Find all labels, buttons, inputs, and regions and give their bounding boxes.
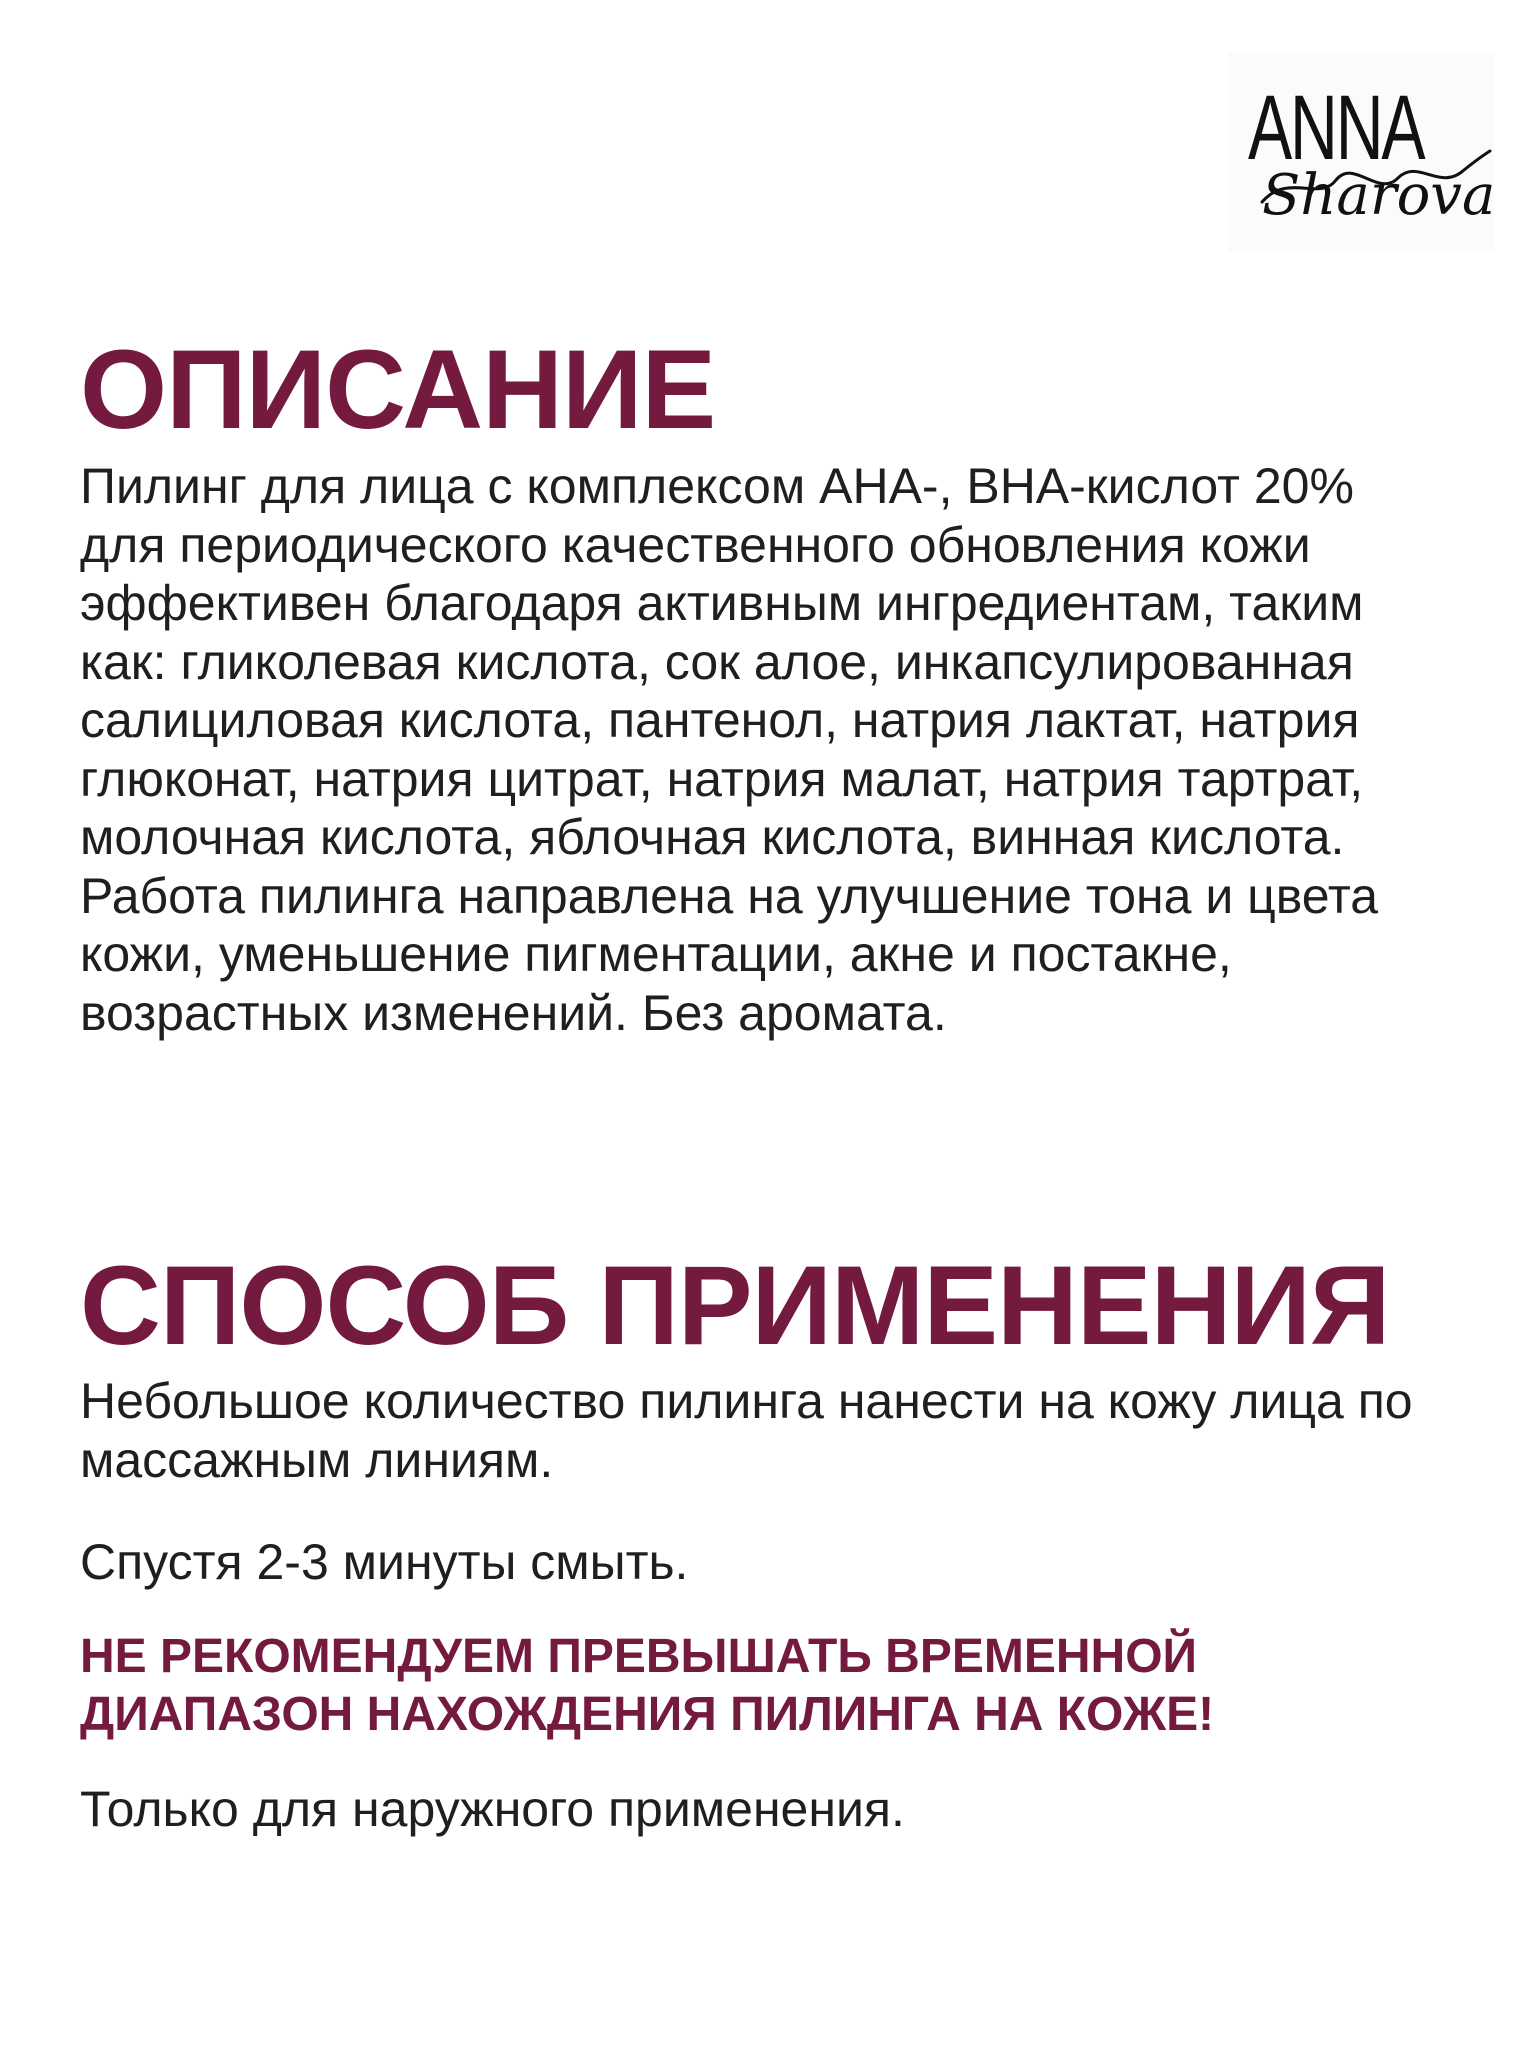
logo-brand-name: ANNA xyxy=(1248,77,1424,179)
description-text: Пилинг для лица с комплексом АНА-, ВНА-кислот 20% для периодического качественного обновления кожи эффективен благодаря активным ингредиентам, таким как: гликолевая кислота, сок алое, инкапсулированная салициловая кислота, пантенол, натрия лактат, натрия глюконат, натрия цитрат, натрия малат, натрия тартрат, молочная кислота, яблочная кислота, винная кислота. Работа пилинга направлена на улучшение тона и цвета кожи, уменьшение пигментации, акне и постакне, возрастных изменений. Без аромата. xyxy=(80,458,1379,1041)
application-warning: НЕ РЕКОМЕНДУЕМ ПРЕВЫШАТЬ ВРЕМЕННОЙ ДИАПАЗОН НАХОЖДЕНИЯ ПИЛИНГА НА КОЖЕ! xyxy=(80,1630,1215,1741)
logo-script-text: Sharova xyxy=(1262,163,1496,228)
application-step-2: Спустя 2-3 минуты смыть. xyxy=(80,1534,689,1590)
application-step-1: Небольшое количество пилинга нанести на кожу лица по массажным линиям. xyxy=(80,1373,1413,1488)
logo-script-signature xyxy=(1228,52,1494,252)
external-use-note: Только для наружного применения. xyxy=(80,1781,905,1837)
application-title: СПОСОБ ПРИМЕНЕНИЯ xyxy=(80,1243,1390,1368)
description-title: ОПИСАНИЕ xyxy=(80,327,716,452)
brand-logo xyxy=(1228,52,1494,252)
